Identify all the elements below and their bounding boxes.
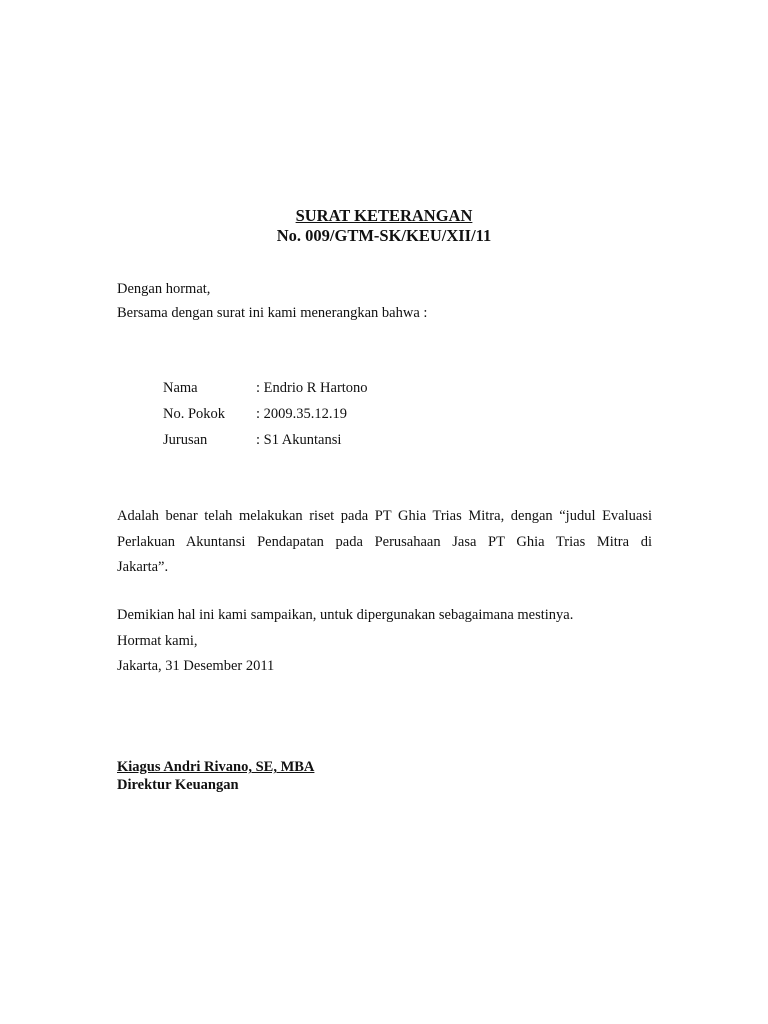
letter-number: No. 009/GTM-SK/KEU/XII/11: [276, 226, 492, 245]
field-value-no-pokok: : 2009.35.12.19: [256, 406, 348, 422]
body-line: Jakarta”.: [117, 559, 169, 575]
closing-text: Demikian hal ini kami sampaikan, untuk dipergunakan sebagaimana mestinya.: [117, 607, 574, 623]
body-line: Perlakuan Akuntansi Pendapatan pada Perusahaan Jasa PT Ghia Trias Mitra di: [117, 533, 652, 550]
field-value-nama: : Endrio R Hartono: [256, 380, 368, 396]
salutation: Dengan hormat,: [117, 281, 211, 297]
letter-title: SURAT KETERANGAN: [295, 206, 473, 225]
field-label-jurusan: Jurusan: [163, 432, 208, 448]
signer-title: Direktur Keuangan: [117, 777, 239, 793]
place-date: Jakarta, 31 Desember 2011: [117, 658, 275, 674]
body-line: Adalah benar telah melakukan riset pada PT Ghia Trias Mitra, dengan “judul Evaluasi: [117, 508, 652, 524]
body-paragraph: [117, 504, 652, 581]
regards-text: Hormat kami,: [117, 633, 198, 649]
field-label-no-pokok: No. Pokok: [163, 406, 226, 422]
field-value-jurusan: : S1 Akuntansi: [256, 432, 342, 448]
field-label-nama: Nama: [163, 380, 198, 396]
signer-name: Kiagus Andri Rivano, SE, MBA: [117, 759, 315, 775]
intro-text: Bersama dengan surat ini kami menerangkan bahwa :: [117, 305, 428, 321]
